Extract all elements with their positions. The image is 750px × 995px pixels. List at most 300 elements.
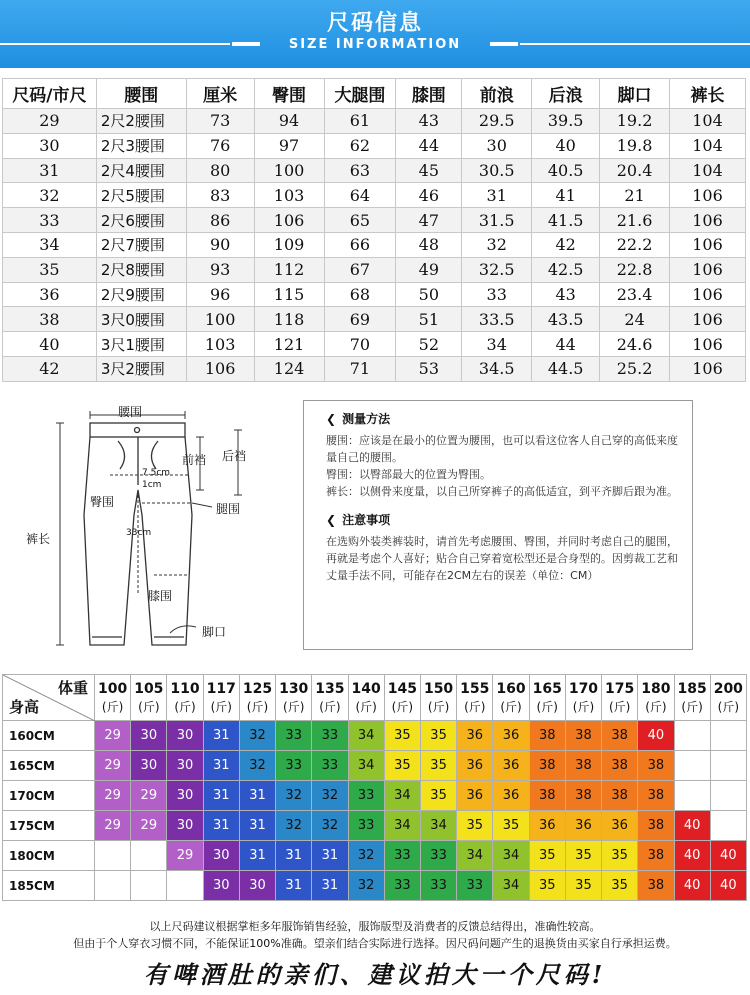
height-row bbox=[3, 871, 747, 901]
weight-unit: (斤) bbox=[391, 699, 414, 714]
size-cell: 40.5 bbox=[532, 158, 600, 183]
size-suggestion-cell: 32 bbox=[348, 841, 384, 871]
size-suggestion-cell: 29 bbox=[95, 751, 131, 781]
note-length: 裤长：以侧骨来度量，以自己所穿裤子的高低适宜，到平齐脚后跟为准。 bbox=[326, 485, 678, 498]
pants-diagram bbox=[20, 395, 295, 655]
size-cell: 69 bbox=[324, 307, 396, 332]
weight-col-header bbox=[131, 675, 167, 721]
size-cell: 106 bbox=[254, 208, 324, 233]
size-suggestion-cell: 29 bbox=[167, 841, 203, 871]
size-suggestion-cell: 33 bbox=[384, 871, 420, 901]
size-cell: 21.6 bbox=[600, 208, 670, 233]
size-cell: 29.5 bbox=[462, 109, 532, 134]
size-cell: 68 bbox=[324, 282, 396, 307]
size-cell: 40 bbox=[3, 332, 97, 357]
notes-heading-caution: ❮ 注意事项 bbox=[326, 513, 391, 527]
size-col-header: 膝围 bbox=[396, 79, 462, 109]
weight-unit: (斤) bbox=[645, 699, 667, 714]
size-cell: 103 bbox=[254, 183, 324, 208]
size-suggestion-cell: 40 bbox=[674, 871, 710, 901]
height-label: 165CM bbox=[3, 751, 95, 781]
size-cell: 36 bbox=[3, 282, 97, 307]
size-suggestion-cell: 38 bbox=[638, 811, 674, 841]
size-cell: 3尺2腰围 bbox=[96, 356, 186, 381]
size-suggestion-cell: 31 bbox=[312, 871, 348, 901]
page-title: 尺码信息 bbox=[326, 11, 423, 36]
label-length: 裤长 bbox=[26, 532, 51, 546]
size-suggestion-cell: 34 bbox=[493, 841, 529, 871]
size-cell: 118 bbox=[254, 307, 324, 332]
size-cell: 38 bbox=[3, 307, 97, 332]
size-suggestion-cell: 31 bbox=[276, 871, 312, 901]
size-suggestion-cell: 33 bbox=[312, 721, 348, 751]
size-cell: 73 bbox=[186, 109, 254, 134]
weight-value: 160 bbox=[496, 680, 526, 697]
notes-box bbox=[303, 400, 693, 650]
height-row bbox=[3, 751, 747, 781]
weight-col-header bbox=[312, 675, 348, 721]
size-suggestion-cell bbox=[710, 781, 746, 811]
size-suggestion-cell: 33 bbox=[348, 811, 384, 841]
size-cell: 19.2 bbox=[600, 109, 670, 134]
size-cell: 124 bbox=[254, 356, 324, 381]
size-suggestion-cell: 35 bbox=[457, 811, 493, 841]
size-row bbox=[3, 232, 746, 257]
size-suggestion-cell: 30 bbox=[167, 721, 203, 751]
size-suggestion-cell: 35 bbox=[529, 871, 565, 901]
size-cell: 30 bbox=[3, 133, 97, 158]
size-cell: 106 bbox=[670, 307, 746, 332]
size-cell: 43 bbox=[396, 109, 462, 134]
size-cell: 94 bbox=[254, 109, 324, 134]
weight-col-header bbox=[710, 675, 746, 721]
size-cell: 3尺0腰围 bbox=[96, 307, 186, 332]
size-suggestion-cell: 30 bbox=[167, 751, 203, 781]
size-cell: 34 bbox=[3, 232, 97, 257]
size-suggestion-cell: 30 bbox=[131, 721, 167, 751]
size-suggestion-cell: 36 bbox=[529, 811, 565, 841]
size-suggestion-cell: 32 bbox=[312, 781, 348, 811]
size-suggestion-cell bbox=[710, 721, 746, 751]
label-m2: 1cm bbox=[142, 480, 162, 490]
label-back-rise: 后裆 bbox=[222, 449, 247, 463]
weight-col-header bbox=[276, 675, 312, 721]
size-col-header: 前浪 bbox=[462, 79, 532, 109]
size-suggestion-cell: 31 bbox=[312, 841, 348, 871]
size-suggestion-cell: 34 bbox=[384, 781, 420, 811]
size-suggestion-cell: 31 bbox=[203, 751, 239, 781]
size-cell: 44 bbox=[396, 133, 462, 158]
size-cell: 33.5 bbox=[462, 307, 532, 332]
weight-value: 170 bbox=[568, 680, 599, 697]
size-cell: 80 bbox=[186, 158, 254, 183]
size-cell: 83 bbox=[186, 183, 254, 208]
size-cell: 45 bbox=[396, 158, 462, 183]
weight-unit: (斤) bbox=[101, 699, 124, 714]
weight-col-header bbox=[239, 675, 275, 721]
weight-col-header bbox=[167, 675, 203, 721]
header-dash-right bbox=[490, 42, 518, 46]
weight-col-header bbox=[348, 675, 384, 721]
size-suggestion-cell: 40 bbox=[674, 841, 710, 871]
pants-outline-icon bbox=[20, 395, 295, 655]
size-table bbox=[2, 78, 746, 382]
weight-value: 155 bbox=[460, 680, 490, 697]
size-suggestion-cell: 33 bbox=[312, 751, 348, 781]
weight-height-grid bbox=[2, 674, 747, 901]
size-table-header bbox=[3, 79, 746, 109]
chevron-left-icon: ❮ bbox=[326, 412, 337, 426]
size-cell: 50 bbox=[396, 282, 462, 307]
size-cell: 52 bbox=[396, 332, 462, 357]
size-cell: 32 bbox=[3, 183, 97, 208]
weight-col-header bbox=[529, 675, 565, 721]
size-cell: 31 bbox=[3, 158, 97, 183]
weight-col-header bbox=[384, 675, 420, 721]
size-suggestion-cell: 31 bbox=[239, 781, 275, 811]
size-suggestion-cell: 35 bbox=[529, 841, 565, 871]
size-suggestion-cell: 38 bbox=[565, 721, 601, 751]
weight-unit: (斤) bbox=[608, 699, 631, 714]
weight-col-header bbox=[638, 675, 674, 721]
size-suggestion-cell: 36 bbox=[457, 721, 493, 751]
height-row bbox=[3, 841, 747, 871]
label-hip: 臀围 bbox=[90, 495, 115, 509]
size-suggestion-cell: 40 bbox=[710, 871, 746, 901]
weight-value: 125 bbox=[242, 680, 273, 697]
size-cell: 33 bbox=[3, 208, 97, 233]
weight-value: 105 bbox=[134, 680, 164, 697]
weight-value: 100 bbox=[97, 680, 128, 697]
size-suggestion-cell bbox=[131, 841, 167, 871]
size-suggestion-cell: 36 bbox=[493, 721, 529, 751]
size-suggestion-cell: 38 bbox=[529, 721, 565, 751]
size-cell: 34 bbox=[462, 332, 532, 357]
size-cell: 49 bbox=[396, 257, 462, 282]
header-line-right bbox=[520, 43, 750, 45]
size-cell: 41 bbox=[532, 183, 600, 208]
weight-unit: (斤) bbox=[138, 699, 160, 714]
size-suggestion-cell: 38 bbox=[565, 751, 601, 781]
size-cell: 2尺4腰围 bbox=[96, 158, 186, 183]
size-suggestion-cell bbox=[674, 781, 710, 811]
size-cell: 33 bbox=[462, 282, 532, 307]
size-suggestion-cell: 31 bbox=[276, 841, 312, 871]
size-cell: 47 bbox=[396, 208, 462, 233]
size-suggestion-cell: 36 bbox=[565, 811, 601, 841]
size-cell: 43 bbox=[532, 282, 600, 307]
footer-note-2: 但由于个人穿衣习惯不同，不能保证100%准确。望亲们结合实际进行选择。因尺码问题产生的退换货由买家自行承担运费。 bbox=[73, 937, 677, 950]
weight-unit: (斤) bbox=[427, 699, 450, 714]
weight-unit: (斤) bbox=[717, 699, 740, 714]
size-cell: 103 bbox=[186, 332, 254, 357]
size-suggestion-cell: 31 bbox=[203, 781, 239, 811]
size-cell: 39.5 bbox=[532, 109, 600, 134]
size-suggestion-cell: 38 bbox=[602, 781, 638, 811]
label-m1: 7.5cm bbox=[142, 468, 171, 478]
size-suggestion-cell: 35 bbox=[493, 811, 529, 841]
size-suggestion-cell: 36 bbox=[457, 781, 493, 811]
size-col-header: 尺码/市尺 bbox=[3, 79, 97, 109]
weight-unit: (斤) bbox=[355, 699, 377, 714]
page-subtitle: SIZE INFORMATION bbox=[288, 37, 462, 52]
weight-col-header bbox=[95, 675, 131, 721]
size-cell: 64 bbox=[324, 183, 396, 208]
size-cell: 100 bbox=[186, 307, 254, 332]
size-cell: 31 bbox=[462, 183, 532, 208]
weight-col-header bbox=[674, 675, 710, 721]
note-hip: 臀围：以臀部最大的位置为臀围。 bbox=[326, 468, 491, 481]
weight-value: 110 bbox=[170, 680, 200, 697]
size-suggestion-cell: 32 bbox=[276, 781, 312, 811]
size-cell: 106 bbox=[670, 282, 746, 307]
size-suggestion-cell: 35 bbox=[384, 751, 420, 781]
size-row bbox=[3, 307, 746, 332]
size-row bbox=[3, 208, 746, 233]
size-col-header: 大腿围 bbox=[324, 79, 396, 109]
size-col-header: 臀围 bbox=[254, 79, 324, 109]
size-cell: 70 bbox=[324, 332, 396, 357]
size-suggestion-cell: 30 bbox=[203, 871, 239, 901]
size-suggestion-cell: 35 bbox=[602, 871, 638, 901]
size-cell: 63 bbox=[324, 158, 396, 183]
size-cell: 48 bbox=[396, 232, 462, 257]
size-suggestion-cell: 38 bbox=[602, 721, 638, 751]
size-suggestion-cell bbox=[95, 871, 131, 901]
size-suggestion-cell: 31 bbox=[203, 811, 239, 841]
size-row bbox=[3, 109, 746, 134]
size-cell: 2尺7腰围 bbox=[96, 232, 186, 257]
size-suggestion-cell: 29 bbox=[95, 721, 131, 751]
header-banner bbox=[0, 0, 750, 68]
size-cell: 106 bbox=[670, 232, 746, 257]
size-col-header: 裤长 bbox=[670, 79, 746, 109]
weight-value: 200 bbox=[713, 680, 743, 697]
size-cell: 23.4 bbox=[600, 282, 670, 307]
size-suggestion-cell bbox=[131, 871, 167, 901]
size-cell: 24 bbox=[600, 307, 670, 332]
size-cell: 93 bbox=[186, 257, 254, 282]
size-suggestion-cell: 36 bbox=[493, 751, 529, 781]
size-cell: 2尺9腰围 bbox=[96, 282, 186, 307]
size-cell: 25.2 bbox=[600, 356, 670, 381]
size-row bbox=[3, 356, 746, 381]
size-cell: 112 bbox=[254, 257, 324, 282]
note-caution-body: 在选购外装类裤装时，请首先考虑腰围、臀围，并同时考虑自己的腿围，再就是考虑个人喜好；贴合自己穿着宽松型还是合身型的。因剪裁工艺和丈量手法不同，可能存在2CM左右的误差（单位：CM） bbox=[326, 535, 678, 582]
size-suggestion-cell: 30 bbox=[239, 871, 275, 901]
weight-value: 150 bbox=[423, 680, 454, 697]
size-cell: 106 bbox=[670, 332, 746, 357]
size-suggestion-cell: 35 bbox=[420, 781, 456, 811]
size-suggestion-cell: 35 bbox=[384, 721, 420, 751]
size-suggestion-cell: 34 bbox=[420, 811, 456, 841]
height-label: 170CM bbox=[3, 781, 95, 811]
weight-unit: (斤) bbox=[210, 699, 232, 714]
size-cell: 104 bbox=[670, 158, 746, 183]
size-suggestion-cell: 32 bbox=[348, 871, 384, 901]
weight-unit: (斤) bbox=[174, 699, 196, 714]
size-suggestion-cell: 34 bbox=[348, 751, 384, 781]
height-row bbox=[3, 721, 747, 751]
size-cell: 67 bbox=[324, 257, 396, 282]
size-suggestion-cell: 33 bbox=[420, 841, 456, 871]
size-suggestion-cell bbox=[674, 721, 710, 751]
weight-col-header bbox=[203, 675, 239, 721]
size-suggestion-cell: 30 bbox=[167, 781, 203, 811]
height-row bbox=[3, 781, 747, 811]
weight-col-header bbox=[565, 675, 601, 721]
height-row bbox=[3, 811, 747, 841]
size-cell: 21 bbox=[600, 183, 670, 208]
size-cell: 2尺6腰围 bbox=[96, 208, 186, 233]
size-suggestion-cell bbox=[674, 751, 710, 781]
size-suggestion-cell: 35 bbox=[420, 721, 456, 751]
size-cell: 30 bbox=[462, 133, 532, 158]
size-suggestion-cell bbox=[95, 841, 131, 871]
size-suggestion-cell: 38 bbox=[529, 781, 565, 811]
size-suggestion-cell: 32 bbox=[312, 811, 348, 841]
size-cell: 34.5 bbox=[462, 356, 532, 381]
size-cell: 2尺3腰围 bbox=[96, 133, 186, 158]
weight-unit: (斤) bbox=[572, 699, 595, 714]
height-label: 160CM bbox=[3, 721, 95, 751]
size-suggestion-cell bbox=[710, 751, 746, 781]
size-cell: 43.5 bbox=[532, 307, 600, 332]
size-suggestion-cell: 40 bbox=[674, 811, 710, 841]
weight-unit: (斤) bbox=[681, 699, 703, 714]
size-suggestion-cell: 33 bbox=[348, 781, 384, 811]
size-suggestion-cell: 40 bbox=[710, 841, 746, 871]
size-cell: 104 bbox=[670, 133, 746, 158]
weight-value: 135 bbox=[315, 680, 345, 697]
size-cell: 2尺5腰围 bbox=[96, 183, 186, 208]
size-cell: 2尺8腰围 bbox=[96, 257, 186, 282]
size-suggestion-cell: 32 bbox=[239, 751, 275, 781]
size-cell: 31.5 bbox=[462, 208, 532, 233]
size-cell: 22.8 bbox=[600, 257, 670, 282]
footer-note-1: 以上尺码建议根据掌柜多年服饰销售经验，服饰版型及消费者的反馈总结得出，准确性较高。 bbox=[149, 920, 601, 933]
size-suggestion-cell: 31 bbox=[203, 721, 239, 751]
grid-corner bbox=[3, 675, 95, 721]
size-cell: 106 bbox=[670, 208, 746, 233]
size-cell: 32.5 bbox=[462, 257, 532, 282]
size-cell: 42 bbox=[532, 232, 600, 257]
size-suggestion-cell: 29 bbox=[95, 781, 131, 811]
size-cell: 44.5 bbox=[532, 356, 600, 381]
size-suggestion-cell: 36 bbox=[457, 751, 493, 781]
weight-col-header bbox=[457, 675, 493, 721]
size-suggestion-cell: 30 bbox=[131, 751, 167, 781]
size-row bbox=[3, 158, 746, 183]
weight-value: 145 bbox=[387, 680, 417, 697]
size-row bbox=[3, 183, 746, 208]
size-suggestion-cell: 38 bbox=[638, 871, 674, 901]
label-knee: 膝围 bbox=[148, 589, 173, 603]
size-suggestion-cell: 35 bbox=[565, 871, 601, 901]
label-hem: 脚口 bbox=[202, 625, 227, 639]
size-suggestion-cell: 38 bbox=[565, 781, 601, 811]
footer-slogan: 有啤酒肚的亲们、建议拍大一个尺码! bbox=[143, 960, 607, 989]
size-suggestion-cell: 38 bbox=[529, 751, 565, 781]
size-suggestion-cell: 32 bbox=[239, 721, 275, 751]
size-cell: 3尺1腰围 bbox=[96, 332, 186, 357]
size-suggestion-cell: 33 bbox=[457, 871, 493, 901]
weight-value: 130 bbox=[279, 680, 309, 697]
size-suggestion-cell: 33 bbox=[384, 841, 420, 871]
size-suggestion-cell: 35 bbox=[420, 751, 456, 781]
height-label: 180CM bbox=[3, 841, 95, 871]
size-cell: 46 bbox=[396, 183, 462, 208]
weight-value: 140 bbox=[351, 680, 381, 697]
size-cell: 100 bbox=[254, 158, 324, 183]
label-m3: 33cm bbox=[126, 528, 152, 538]
weight-header-row bbox=[3, 675, 747, 721]
size-cell: 106 bbox=[670, 183, 746, 208]
size-suggestion-cell bbox=[167, 871, 203, 901]
weight-value: 165 bbox=[532, 680, 562, 697]
chevron-left-icon: ❮ bbox=[326, 513, 337, 527]
size-suggestion-cell: 29 bbox=[95, 811, 131, 841]
size-cell: 44 bbox=[532, 332, 600, 357]
label-waist: 腰围 bbox=[118, 405, 143, 419]
size-suggestion-cell: 33 bbox=[276, 751, 312, 781]
size-cell: 66 bbox=[324, 232, 396, 257]
size-suggestion-cell: 36 bbox=[602, 811, 638, 841]
size-suggestion-cell: 30 bbox=[203, 841, 239, 871]
size-cell: 96 bbox=[186, 282, 254, 307]
size-suggestion-cell: 35 bbox=[602, 841, 638, 871]
weight-col-header bbox=[602, 675, 638, 721]
size-suggestion-cell: 38 bbox=[638, 841, 674, 871]
size-cell: 90 bbox=[186, 232, 254, 257]
label-thigh: 腿围 bbox=[216, 502, 241, 516]
size-cell: 35 bbox=[3, 257, 97, 282]
weight-value: 117 bbox=[206, 680, 236, 697]
size-cell: 19.8 bbox=[600, 133, 670, 158]
size-suggestion-cell: 40 bbox=[638, 721, 674, 751]
size-suggestion-cell: 34 bbox=[348, 721, 384, 751]
size-suggestion-cell: 38 bbox=[638, 781, 674, 811]
weight-unit: (斤) bbox=[319, 699, 341, 714]
weight-col-header bbox=[493, 675, 529, 721]
size-suggestion-cell: 30 bbox=[167, 811, 203, 841]
size-cell: 121 bbox=[254, 332, 324, 357]
size-cell: 2尺2腰围 bbox=[96, 109, 186, 134]
size-suggestion-cell bbox=[710, 811, 746, 841]
weight-unit: (斤) bbox=[246, 699, 269, 714]
size-col-header: 厘米 bbox=[186, 79, 254, 109]
size-suggestion-cell: 29 bbox=[131, 811, 167, 841]
size-cell: 97 bbox=[254, 133, 324, 158]
height-label: 185CM bbox=[3, 871, 95, 901]
size-row bbox=[3, 257, 746, 282]
height-label: 175CM bbox=[3, 811, 95, 841]
size-cell: 30.5 bbox=[462, 158, 532, 183]
size-cell: 41.5 bbox=[532, 208, 600, 233]
size-col-header: 脚口 bbox=[600, 79, 670, 109]
corner-weight-label: 体重 bbox=[57, 679, 88, 697]
weight-value: 185 bbox=[677, 680, 707, 697]
size-suggestion-cell: 33 bbox=[420, 871, 456, 901]
size-row bbox=[3, 282, 746, 307]
weight-unit: (斤) bbox=[500, 699, 522, 714]
notes-heading-measure: ❮ 测量方法 bbox=[326, 412, 391, 426]
size-suggestion-cell: 36 bbox=[493, 781, 529, 811]
size-row bbox=[3, 332, 746, 357]
size-cell: 106 bbox=[670, 257, 746, 282]
size-col-header: 后浪 bbox=[532, 79, 600, 109]
size-cell: 42.5 bbox=[532, 257, 600, 282]
